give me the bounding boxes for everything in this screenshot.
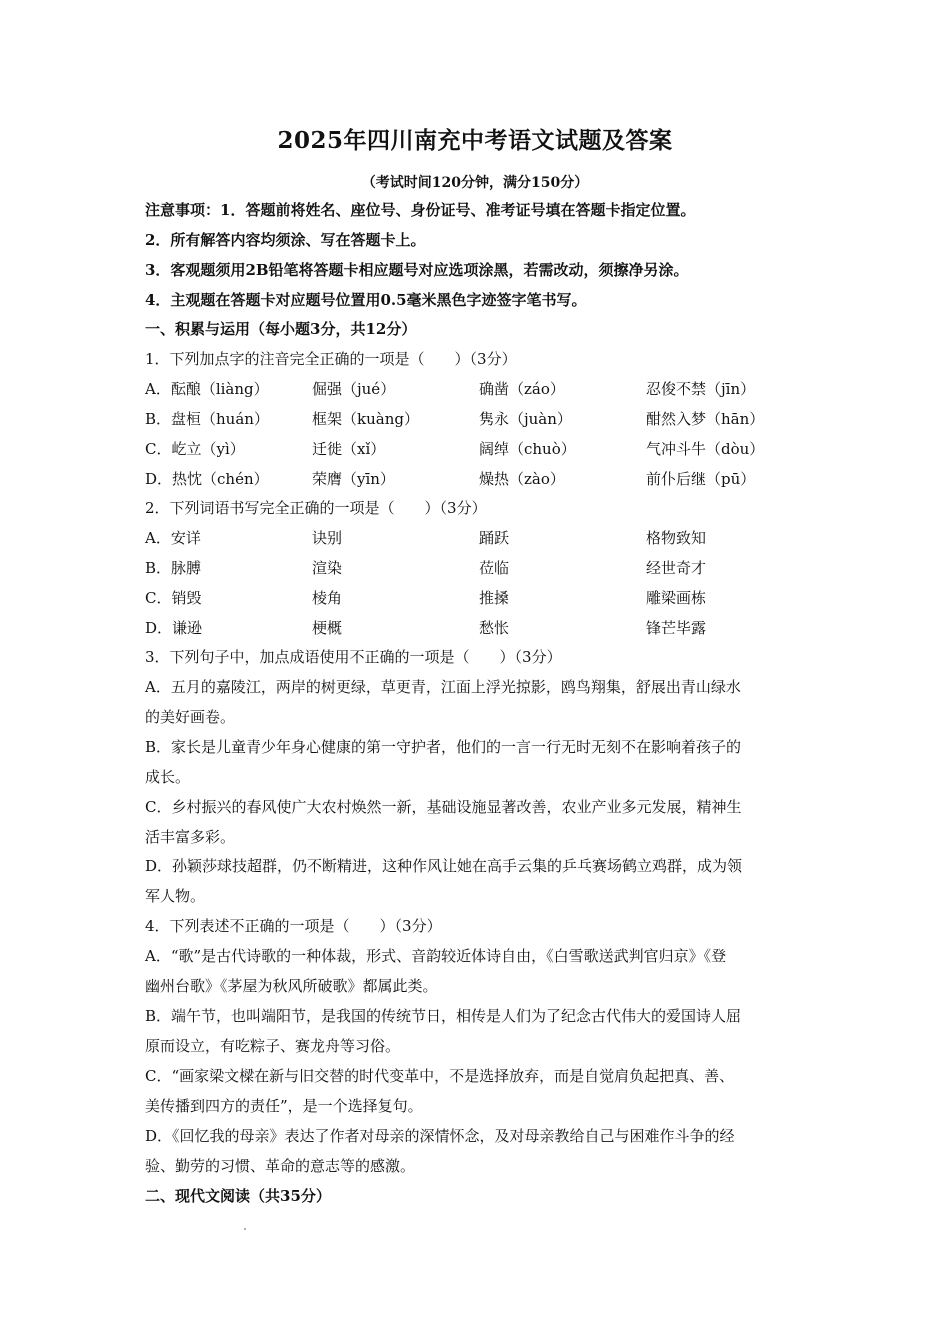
notes-line-1: 注意事项：1．答题前将姓名、座位号、身份证号、准考证号填在答题卡指定位置。	[145, 201, 696, 219]
option-item: 渲染	[312, 559, 343, 577]
option-item: A．酝酿（liàng）	[145, 380, 269, 398]
page-speck	[244, 1228, 246, 1230]
option-item: 燥热（zào）	[479, 470, 565, 488]
option-item: D．热忱（chén）	[145, 470, 269, 488]
option-item: 迁徙（xǐ）	[312, 440, 386, 458]
notes-line-4: 4．主观题在答题卡对应题号位置用0.5毫米黑色字迹签字笔书写。	[145, 291, 587, 309]
option-item: 锋芒毕露	[646, 619, 707, 637]
question-4-line: D．《回忆我的母亲》表达了作者对母亲的深情怀念，及对母亲教给自己与困难作斗争的经	[145, 1127, 735, 1145]
question-4-line: A．“歌”是古代诗歌的一种体裁，形式、音韵较近体诗自由，《白雪歌送武判官归京》《登	[145, 947, 727, 965]
question-4-line: 幽州台歌》《茅屋为秋风所破歌》都属此类。	[145, 977, 438, 995]
section-heading-1: 一、积累与运用（每小题3分，共12分）	[145, 320, 417, 338]
question-1-option-b	[145, 409, 825, 429]
option-item: 愁怅	[479, 619, 510, 637]
option-item: A．安详	[145, 529, 201, 547]
question-2-option-a	[145, 528, 825, 548]
question-4-line: 验、勤劳的习惯、革命的意志等的感激。	[145, 1157, 416, 1175]
notes-line-2: 2．所有解答内容均须涂、写在答题卡上。	[145, 231, 426, 249]
question-3-stem: 3．下列句子中，加点成语使用不正确的一项是（ ）（3分）	[145, 648, 562, 666]
question-1-option-d	[145, 469, 825, 489]
page-title: 2025年四川南充中考语文试题及答案	[277, 127, 673, 154]
option-item: 前仆后继（pū）	[646, 470, 756, 488]
question-2-option-c	[145, 588, 825, 608]
question-1-option-a	[145, 379, 825, 399]
option-item: B．脉膊	[145, 559, 202, 577]
option-item: B．盘桓（huán）	[145, 410, 269, 428]
question-3-line: 成长。	[145, 768, 191, 786]
option-item: 忍俊不禁（jīn）	[646, 380, 756, 398]
option-item: C．屹立（yì）	[145, 440, 245, 458]
question-4-line: B．端午节，也叫端阳节，是我国的传统节日，相传是人们为了纪念古代伟大的爱国诗人屈	[145, 1007, 742, 1025]
option-item: 推搡	[479, 589, 510, 607]
option-item: 踊跃	[479, 529, 510, 547]
option-item: 荣膺（yīn）	[312, 470, 395, 488]
question-2-option-b	[145, 558, 825, 578]
option-item: 气冲斗牛（dòu）	[646, 440, 765, 458]
question-3-line: A．五月的嘉陵江，两岸的树更绿，草更青，江面上浮光掠影，鸥鸟翔集，舒展出青山绿水	[145, 678, 741, 696]
question-3-line: 的美好画卷。	[145, 708, 236, 726]
option-item: 框架（kuàng）	[312, 410, 419, 428]
question-4-stem: 4．下列表述不正确的一项是（ ）（3分）	[145, 917, 442, 935]
option-item: 酣然入梦（hān）	[646, 410, 765, 428]
question-3-line: B．家长是儿童青少年身心健康的第一守护者，他们的一言一行无时无刻不在影响着孩子的	[145, 738, 742, 756]
option-item: C．销毁	[145, 589, 202, 607]
question-1-option-c	[145, 439, 825, 459]
option-item: 确凿（záo）	[479, 380, 565, 398]
question-3-line: D．孙颖莎球技超群，仍不断精进，这种作风让她在高手云集的乒乓赛场鹤立鸡群，成为领	[145, 857, 743, 875]
question-3-line: 活丰富多彩。	[145, 828, 236, 846]
question-3-line: 军人物。	[145, 887, 206, 905]
option-item: 倔强（jué）	[312, 380, 396, 398]
option-item: 隽永（juàn）	[479, 410, 572, 428]
option-item: D．谦逊	[145, 619, 203, 637]
option-item: 格物致知	[646, 529, 707, 547]
option-item: 雕梁画栋	[646, 589, 707, 607]
notes-line-3: 3．客观题须用2B铅笔将答题卡相应题号对应选项涂黑，若需改动，须擦净另涂。	[145, 261, 689, 279]
section-heading-2: 二、现代文阅读（共35分）	[145, 1187, 331, 1205]
question-2-option-d	[145, 618, 825, 638]
question-4-line: 原而设立，有吃粽子、赛龙舟等习俗。	[145, 1037, 401, 1055]
option-item: 阔绰（chuò）	[479, 440, 576, 458]
question-1-stem: 1．下列加点字的注音完全正确的一项是（ ）（3分）	[145, 350, 517, 368]
option-item: 莅临	[479, 559, 510, 577]
option-item: 经世奇才	[646, 559, 707, 577]
option-item: 梗概	[312, 619, 343, 637]
question-3-line: C．乡村振兴的春风使广大农村焕然一新，基础设施显著改善，农业产业多元发展，精神生	[145, 798, 742, 816]
question-2-stem: 2．下列词语书写完全正确的一项是（ ）（3分）	[145, 499, 487, 517]
exam-time-note: （考试时间120分钟，满分150分）	[361, 175, 589, 191]
question-4-line: 美传播到四方的责任”，是一个选择复句。	[145, 1097, 423, 1115]
option-item: 棱角	[312, 589, 343, 607]
option-item: 诀别	[312, 529, 343, 547]
question-4-line: C．“画家梁文樑在新与旧交替的时代变革中，不是选择放弃，而是自觉肩负起把真、善、	[145, 1067, 735, 1085]
